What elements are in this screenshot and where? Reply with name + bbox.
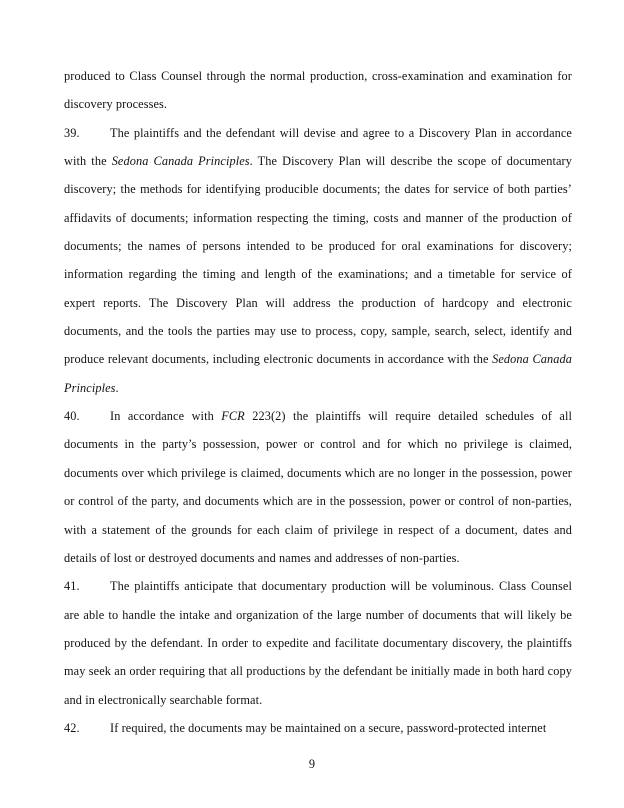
text-run: .: [115, 380, 119, 395]
text-run: In accordance with: [110, 409, 222, 424]
paragraph-42: [64, 714, 572, 742]
text-run: The plaintiffs and the defendant will devise and agree to a Discovery Plan in accordance with the: [64, 125, 572, 169]
italic-text-run: Sedona Canada Principles: [64, 352, 572, 395]
italic-text-run: Sedona Canada Principles: [111, 154, 250, 169]
text-run: 223(2) the plaintiffs will require detailed schedules of all documents in the party’s possession, power or control and for which no privilege is claimed, documents over which privilege is claimed, documents which are no longer in the possession, power or control of the party, and documents which are in the possession, power or control of non-parties, with a statement of the grounds for each claim of privilege in respect of a document, dates and details of lost or destroyed documents and names and addresses of non-parties.: [64, 409, 572, 565]
text-run: If required, the documents may be maintained on a secure, password-protected internet: [110, 720, 547, 735]
document-body: [64, 62, 572, 742]
paragraph-41: [64, 572, 572, 714]
paragraph-40: [64, 402, 572, 572]
page-number: 9: [308, 757, 316, 771]
text-run: produced to Class Counsel through the normal production, cross-examination and examination for discovery processes.: [64, 69, 572, 112]
italic-text-run: FCR: [221, 409, 245, 424]
paragraph-number: 39.: [64, 125, 80, 140]
paragraph-number: 40.: [64, 409, 80, 424]
page-footer: [0, 750, 624, 778]
text-run: The plaintiffs anticipate that documentary production will be voluminous. Class Counsel are able to handle the intake and organization of the large number of documents that will likely be produced by the defendant. In order to expedite and facilitate documentary discovery, the plaintiffs may seek an order requiring that all productions by the defendant be initially made in both hard copy and in electronically searchable format.: [64, 579, 572, 707]
paragraph-39: [64, 119, 572, 402]
paragraph-number: 41.: [64, 579, 80, 594]
paragraph-number: 42.: [64, 720, 80, 735]
text-run: . The Discovery Plan will describe the scope of documentary discovery; the methods for identifying producible documents; the dates for service of both parties’ affidavits of documents; information respecting the timing, costs and manner of the production of documents; the names of persons intended to be produced for oral examinations for discovery; information regarding the timing and length of the examinations; and a timetable for service of expert reports. The Discovery Plan will address the production of hardcopy and electronic documents, and the tools the parties may use to process, copy, sample, search, select, identify and produce relevant documents, including electronic documents in accordance with the: [64, 154, 572, 367]
paragraph-carryover: [64, 62, 572, 119]
